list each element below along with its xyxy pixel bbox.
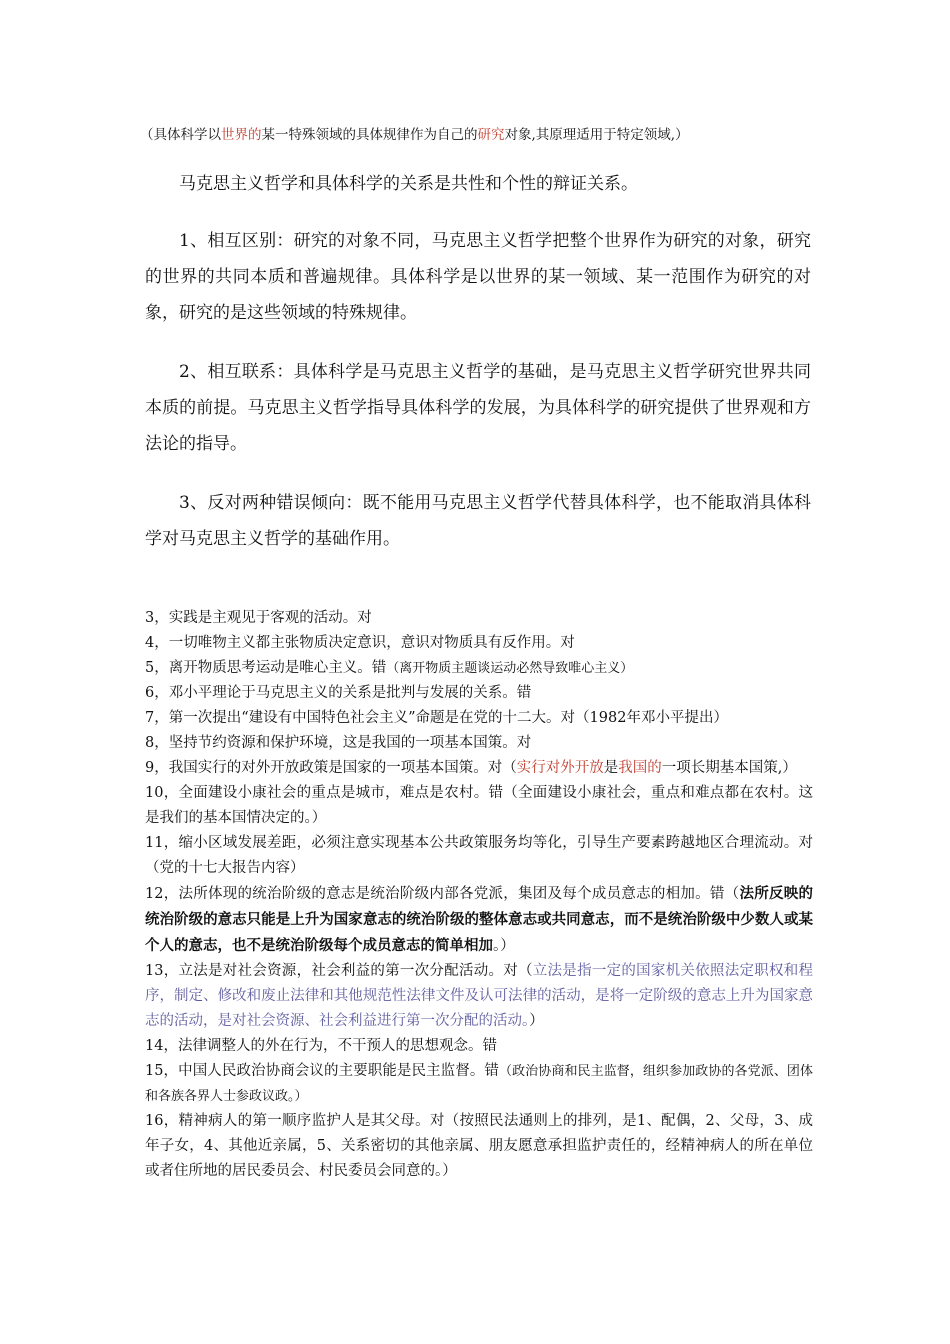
list-item: 6，邓小平理论于马克思主义的关系是批判与发展的关系。错: [145, 685, 532, 701]
item-highlight: 实行对外开放: [516, 760, 604, 776]
intro-highlight-world: 世界的: [221, 127, 262, 143]
item-text: 。）: [493, 938, 515, 954]
list-item: [145, 1059, 813, 1109]
paragraph-difference: 1、相互区别：研究的对象不同，马克思主义哲学把整个世界作为研究的对象，研究的世界的共同本质和普遍规律。具体科学是以世界的某一领域、某一范围作为研究的对象，研究的是这些领域的特殊规律。: [145, 231, 811, 323]
list-item: 3，实践是主观见于客观的活动。对: [145, 610, 372, 626]
item-text: 是: [603, 760, 619, 776]
list-item: 11，缩小区域发展差距，必须注意实现基本公共政策服务均等化，引导生产要素跨越地区合理流动。对 （党的十七大报告内容）: [145, 835, 813, 876]
list-item: 7，第一次提出“建设有中国特色社会主义”命题是在党的十二大。对（1982年邓小平提出）: [145, 710, 728, 726]
item-text: 9，我国实行的对外开放政策是国家的一项基本国策。对（: [145, 760, 517, 776]
list-item: 10，全面建设小康社会的重点是城市，难点是农村。错（全面建设小康社会，重点和难点都在农村。这是我们的基本国情决定的。）: [145, 785, 813, 826]
item-text: 12，法所体现的统治阶级的意志是统治阶级内部各党派，集团及每个成员意志的相加。错（: [145, 886, 740, 902]
list-item: [145, 756, 813, 781]
intro-text: 某一特殊领域的具体规律作为自己的: [261, 127, 478, 143]
list-item: 14，法律调整人的外在行为，不干预人的思想观念。错: [145, 1038, 497, 1054]
paragraph-relation: 马克思主义哲学和具体科学的关系是共性和个性的辩证关系。: [179, 174, 638, 194]
list-item: 8，坚持节约资源和保护环境，这是我国的一项基本国策。对: [145, 735, 532, 751]
item-bold-explanation: 法所反映的统治阶级的意志只能是上升为国家意志的统治阶级的整体意志或共同意志，而不是统治阶级中少数人或某个人的意志，也不是统治阶级每个成员意志的简单相加: [145, 885, 814, 954]
item-text: ）: [529, 1013, 544, 1029]
item-text: 一项长期基本国策,）: [661, 760, 797, 776]
list-item: [145, 656, 813, 681]
intro-text: 对象,其原理适用于特定领域,）: [504, 127, 689, 143]
item-definition: 立法是指一定的国家机关依照法定职权和程序，制定、修改和废止法律和其他规范性法律文件及认可法律的活动，是将一定阶级的意志上升为国家意志的活动，是对社会资源、社会利益进行第一次分配的活动。: [145, 963, 814, 1029]
list-item: 16，精神病人的第一顺序监护人是其父母。对（按照民法通则上的排列，是1、配偶，2、父母，3、成年子女，4、其他近亲属，5、关系密切的其他亲属、朋友愿意承担监护责任的，经精神病人的所在单位或者住所地的居民委员会、村民委员会同意的。）: [145, 1113, 813, 1179]
list-item: [145, 881, 813, 959]
intro-highlight-research: 研究: [477, 127, 505, 143]
item-note: （离开物质主题谈运动必然导致唯心主义）: [386, 661, 634, 676]
paragraph-connection: 2、相互联系：具体科学是马克思主义哲学的基础，是马克思主义哲学研究世界共同本质的前提。马克思主义哲学指导具体科学的发展，为具体科学的研究提供了世界观和方法论的指导。: [145, 362, 811, 454]
intro-note: [140, 123, 820, 147]
item-text: 13，立法是对社会资源，社会利益的第一次分配活动。对（: [145, 963, 533, 979]
list-item: 4，一切唯物主义都主张物质决定意识，意识对物质具有反作用。对: [145, 635, 575, 651]
item-text: 5，离开物质思考运动是唯心主义。错: [145, 660, 387, 676]
question-list: [145, 606, 813, 1184]
item-note: （政治协商和民主监督，组织参加政协的各党派、团体和各族各界人士参政议政。）: [145, 1064, 813, 1104]
paragraph-oppose-errors: 3、反对两种错误倾向：既不能用马克思主义哲学代替具体科学，也不能取消具体科学对马克思主义哲学的基础作用。: [145, 493, 811, 549]
list-item: [145, 959, 813, 1034]
intro-text: （具体科学以: [140, 127, 221, 143]
item-highlight: 我国的: [618, 760, 662, 776]
item-text: 15，中国人民政治协商会议的主要职能是民主监督。错: [145, 1063, 500, 1079]
